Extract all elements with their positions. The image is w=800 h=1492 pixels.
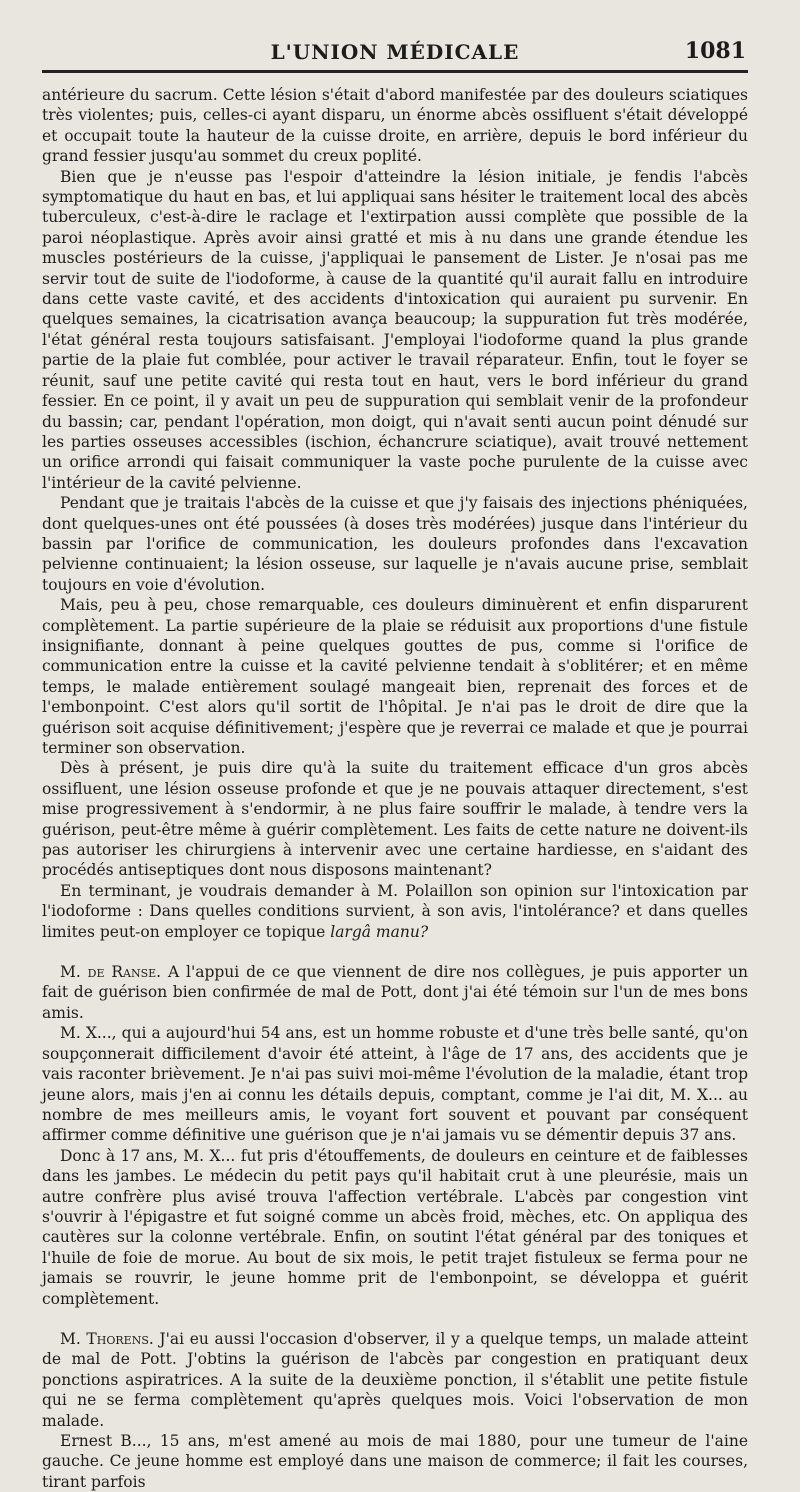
page-header	[42, 0, 748, 64]
paragraph-text: J'ai eu aussi l'occasion d'observer, il y a quelque temps, un malade atteint de mal de Pott. J'obtins la guérison de l'abcès par congestion en pratiquant deux ponctions aspiratrices. A la suite de la deuxième ponction, il s'établit une petite fistule qui ne se ferma complètement qu'après quelques mois. Voici l'observation de mon malade.	[42, 1329, 748, 1430]
paragraph-text: En terminant, je voudrais demander à M. Polaillon son opinion sur l'intoxication par l'iodoforme : Dans quelles conditions survient, à son avis, l'intolérance? et dans quelles limites peut-on employer ce topique	[42, 881, 748, 941]
paragraph	[42, 1329, 748, 1431]
paragraph: Pendant que je traitais l'abcès de la cuisse et que j'y faisais des injections phéniquées, dont quelques-unes ont été poussées (à doses très modérées) jusque dans l'intérieur du bassin par l'orifice de communication, les douleurs profondes dans l'excavation pelvienne continuaient; la lésion osseuse, sur laquelle je n'avais aucune prise, semblait toujours en voie d'évolution.	[42, 494, 748, 594]
paragraph	[42, 881, 748, 942]
paragraph: Bien que je n'eusse pas l'espoir d'atteindre la lésion initiale, je fendis l'abcès symptomatique du haut en bas, et lui appliquai sans hésiter le traitement local des abcès tuberculeux, c'est-à-dire le raclage et l'extirpation aussi complète que possible de la paroi néoplastique. Après avoir ainsi gratté et mis à nu dans une grande étendue les muscles postérieurs de la cuisse, j'appliquai le pansement de Lister. Je n'osai pas me servir tout de suite de l'iodoforme, à cause de la quantité qu'il aurait fallu en introduire dans cette vaste cavité, et des accidents d'intoxication qui auraient pu survenir. En quelques semaines, la cicatrisation avança beaucoup; la suppuration fut très modérée, l'état général resta toujours satisfaisant. J'employai l'iodoforme quand la plus grande partie de la plaie fut comblée, pour activer le travail réparateur. Enfin, tout le foyer se réunit, sauf une petite cavité qui resta tout en haut, vers le bord inférieur du grand fessier. En ce point, il y avait un peu de suppuration qui semblait venir de la profondeur du bassin; car, pendant l'opération, mon doigt, qui n'avait senti aucun point dénudé sur les parties osseuses accessibles (ischion, échancrure sciatique), avait trouvé nettement un orifice arrondi qui faisait communiquer la vaste poche purulente de la cuisse avec l'intérieur de la cavité pelvienne.	[42, 167, 748, 492]
paragraph: antérieure du sacrum. Cette lésion s'était d'abord manifestée par des douleurs sciatiques très violentes; puis, celles-ci ayant disparu, un énorme abcès ossifluent s'était développé et occupait toute la hauteur de la cuisse droite, en arrière, depuis le bord inférieur du grand fessier jusqu'au sommet du creux poplité.	[42, 86, 748, 166]
running-title: L'UNION MÉDICALE	[270, 40, 520, 64]
header-rule	[42, 70, 748, 73]
section-gap	[42, 942, 748, 962]
speaker-name: M. Thorens.	[60, 1329, 154, 1348]
paragraph-text: A l'appui de ce que viennent de dire nos collègues, je puis apporter un fait de guérison bien confirmée de mal de Pott, dont j'ai été témoin sur l'un de mes bons amis.	[42, 963, 748, 1022]
section-gap	[42, 1309, 748, 1329]
page-number: 1081	[684, 38, 746, 64]
paragraph: Mais, peu à peu, chose remarquable, ces douleurs diminuèrent et enfin disparurent complètement. La partie supérieure de la plaie se réduisit aux proportions d'une fistule insignifiante, donnant à peine quelques gouttes de pus, comme si l'orifice de communication entre la cuisse et la cavité pelvienne tendait à s'oblitérer; et en même temps, le malade entièrement soulagé mangeait bien, reprenait des forces et de l'embonpoint. C'est alors qu'il sortit de l'hôpital. Je n'ai pas le droit de dire que la guérison soit acquise définitivement; j'espère que je reverrai ce malade et que je pourrai terminer son observation.	[42, 596, 748, 757]
paragraph: Dès à présent, je puis dire qu'à la suite du traitement efficace d'un gros abcès ossifluent, une lésion osseuse profonde et que je ne pouvais attaquer directement, s'est mise progressivement à s'endormir, à ne plus faire souffrir le malade, à tendre vers la guérison, peut-être même à guérir complètement. Les faits de cette nature ne doivent-ils pas autoriser les chirurgiens à intervenir avec une certaine hardiesse, en s'aidant des procédés antiseptiques dont nous disposons maintenant?	[42, 759, 748, 880]
paragraph: M. X..., qui a aujourd'hui 54 ans, est un homme robuste et d'une très belle santé, qu'on soupçonnerait difficilement d'avoir été atteint, à l'âge de 17 ans, des accidents que je vais raconter brièvement. Je n'ai pas suivi moi-même l'évolution de la maladie, étant trop jeune alors, mais j'en ai connu les détails depuis, comptant, comme je l'ai dit, M. X... au nombre de mes meilleurs amis, le voyant fort souvent et pouvant par conséquent affirmer comme définitive une guérison que je n'ai jamais vu se démentir depuis 37 ans.	[42, 1024, 748, 1145]
paragraph: Donc à 17 ans, M. X... fut pris d'étouffements, de douleurs en ceinture et de faiblesses dans les jambes. Le médecin du petit pays qu'il habitait crut à une pleurésie, mais un autre confrère plus avisé trouva l'affection vertébrale. L'abcès par congestion vint s'ouvrir à l'épigastre et fut soigné comme un abcès froid, mèches, etc. On appliqua des cautères sur la colonne vertébrale. Enfin, on soutint l'état général par des toniques et l'huile de foie de morue. Au bout de six mois, le petit trajet fistuleux se ferma pour ne jamais se rouvrir, le jeune homme prit de l'embonpoint, se développa et guérit complètement.	[42, 1146, 748, 1308]
body-text	[42, 85, 748, 1492]
paragraph	[42, 962, 748, 1023]
latin-phrase: largâ manu?	[330, 922, 429, 941]
speaker-name: M. de Ranse.	[60, 963, 162, 982]
paragraph: Ernest B..., 15 ans, m'est amené au mois de mai 1880, pour une tumeur de l'aine gauche. Ce jeune homme est employé dans une maison de commerce; il fait les courses, tirant parfois	[42, 1432, 748, 1491]
